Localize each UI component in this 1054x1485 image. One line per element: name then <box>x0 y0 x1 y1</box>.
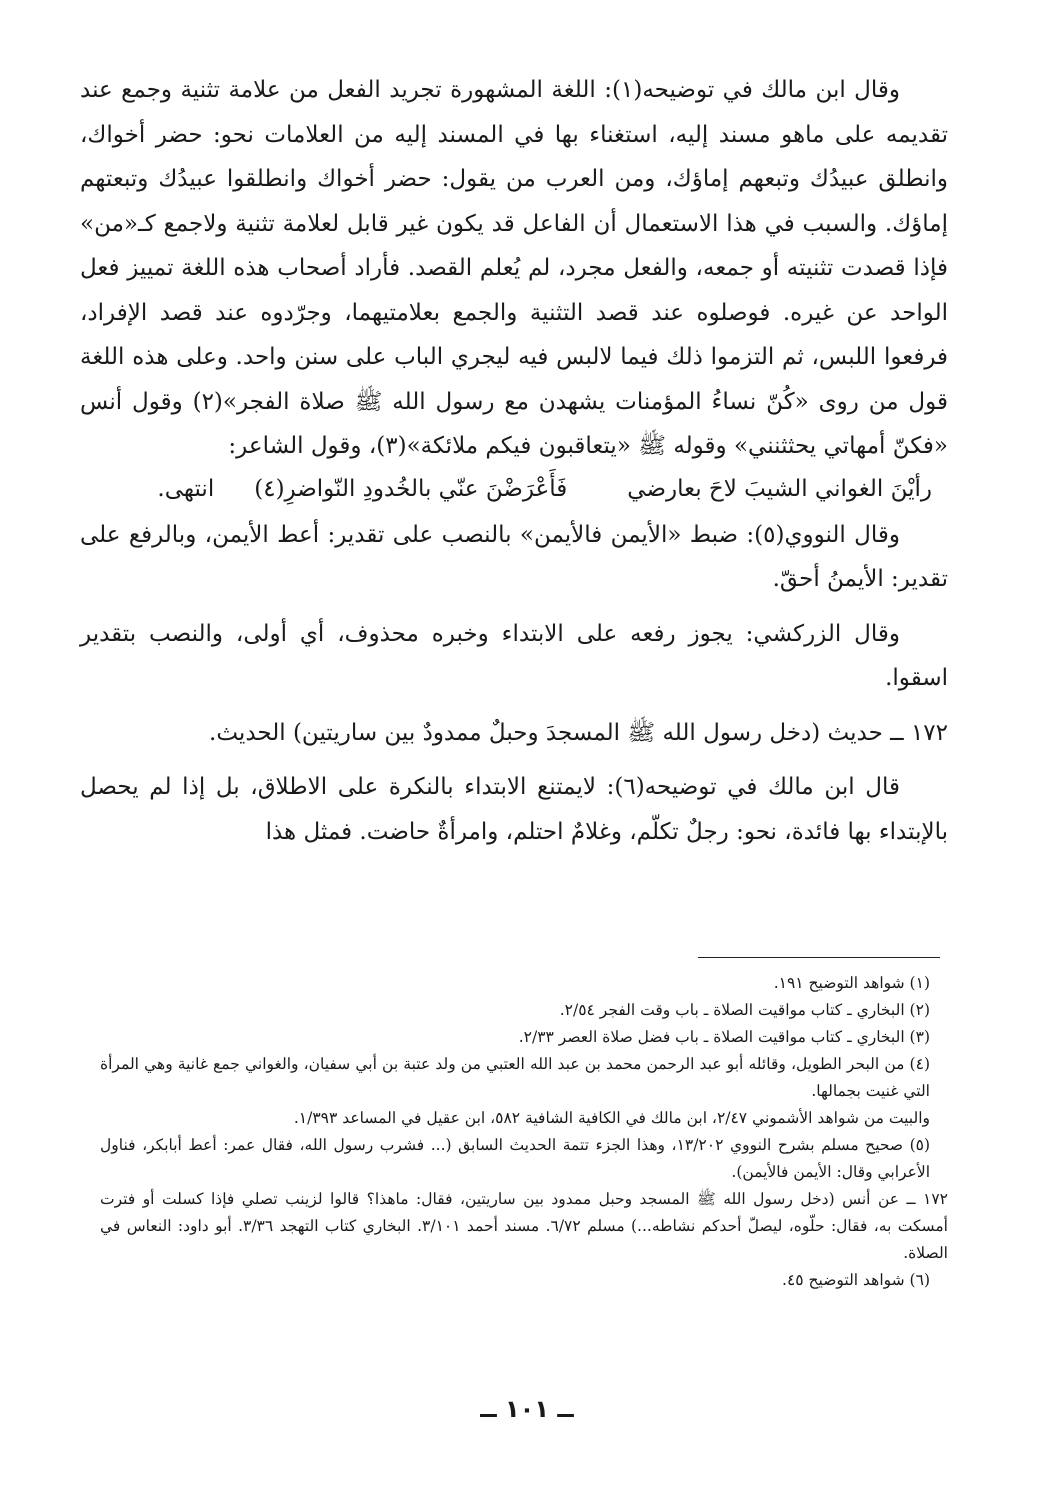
verse-first-hemistich: رأيْنَ الغواني الشيبَ لاحَ بعارضي <box>627 475 932 502</box>
paragraph-ibn-malik-2: قال ابن مالك في توضيحه(٦): لايمتنع الابتداء بالنكرة على الاطلاق، بل إذا لم يحصل بالإبتداء بها فائدة، نحو: رجلٌ تكلّم، وغلامٌ احتلم، وامرأةٌ حاضت. فمثل هذا <box>80 774 948 845</box>
footnote-3: (٣) البخاري ـ كتاب مواقيت الصلاة ـ باب فضل صلاة العصر ٢/٣٣. <box>518 1028 930 1046</box>
footnote-5: (٥) صحيح مسلم بشرح النووي ١٣/٢٠٢، وهذا الجزء تتمة الحديث السابق (... فشرب رسول الله، فقال عمر: أعط أبابكر، فناول الأعرابي وقال: الأيمن فالأيمن). <box>100 1136 931 1181</box>
footnote-1: (١) شواهد التوضيح ١٩١. <box>773 974 930 992</box>
footnote-172: ١٧٢ ــ عن أنس (دخل رسول الله ﷺ المسجد وحبل ممدود بين ساريتين، فقال: ماهذا؟ قالوا لزينب تصلي فإذا كسلت أو فترت أمسكت به، فقال: حلّوه، ليصلّ أحدكم نشاطه...) مسلم ٦/٧٢. مسند أحمد ٣/١٠١. البخاري كتاب التهجد ٣/٣٦. أبو داود: النعاس في الصلاة. <box>100 1190 948 1262</box>
paragraph-nawawi: وقال النووي(٥): ضبط «الأيمن فالأيمن» بالنصب على تقدير: أعط الأيمن، وبالرفع على تقدير: الأيمنُ أحقّ. <box>80 521 948 592</box>
footnote-separator <box>698 957 940 958</box>
paragraph-zarkashi: وقال الزركشي: يجوز رفعه على الابتداء وخبره محذوف، أي أولى، والنصب بتقدير اسقوا. <box>80 620 948 691</box>
footnote-2: (٢) البخاري ـ كتاب مواقيت الصلاة ـ باب وقت الفجر ٢/٥٤. <box>559 1001 930 1019</box>
page-number: ــ ١٠١ ــ <box>480 1395 574 1423</box>
verse-second-hemistich: فَأَعْرَضْنَ عنّي بالخُدودِ النّواضرِ(٤) <box>254 475 568 502</box>
poetry-verse <box>80 469 948 509</box>
paragraph-ibn-malik: وقال ابن مالك في توضيحه(١): اللغة المشهورة تجريد الفعل من علامة تثنية وجمع عند تقديمه على ماهو مسند إليه، استغناء بها في المسند إليه من العلامات نحو: حضر أخواك، وانطلق عبيدُك وتبعهم إماؤك، ومن العرب من يقول: حضر أخواك وانطلقوا عبيدُك وتبعتهم إماؤك. والسبب في هذا الاستعمال أن الفاعل قد يكون غير قابل لعلامة تثنية ولاجمع كـ«من» فإذا قصدت تثنيته أو جمعه، والفعل مجرد، لم يُعلم القصد. فأراد أصحاب هذه اللغة تمييز فعل الواحد عن غيره. فوصلوه عند قصد التثنية والجمع بعلامتيهما، وجرّدوه عند قصد الإفراد، فرفعوا اللبس، ثم التزموا ذلك فيما لالبس فيه ليجري الباب على سنن واحد. وعلى هذه اللغة قول من روى «كُنّ نساءُ المؤمنات يشهدن مع رسول الله ﷺ صلاة الفجر»(٢) وقول أنس «فكنّ أمهاتي يحثثنني» وقوله ﷺ «يتعاقبون فيكم ملائكة»(٣)، وقول الشاعر: <box>80 77 949 459</box>
footnote-6: (٦) شواهد التوضيح ٤٥. <box>782 1271 930 1289</box>
footnote-4: (٤) من البحر الطويل، وقائله أبو عبد الرحمن محمد بن عبد الله العتبي من ولد عتبة بن أبي سفيان، والغواني جمع غانية وهي المرأة التي غنيت بجمالها. <box>100 1055 930 1100</box>
footnotes <box>100 970 948 1294</box>
footnote-4-continuation: والبيت من شواهد الأشموني ٢/٤٧، ابن مالك في الكافية الشافية ٥٨٢، ابن عقيل في المساعد ١/٣٩٣. <box>293 1109 930 1127</box>
verse-end-marker: انتهى. <box>157 475 215 502</box>
hadith-heading-172: ١٧٢ ــ حديث (دخل رسول الله ﷺ المسجدَ وحبلٌ ممدودٌ بين ساريتين) الحديث. <box>209 719 948 746</box>
main-text <box>80 68 948 854</box>
